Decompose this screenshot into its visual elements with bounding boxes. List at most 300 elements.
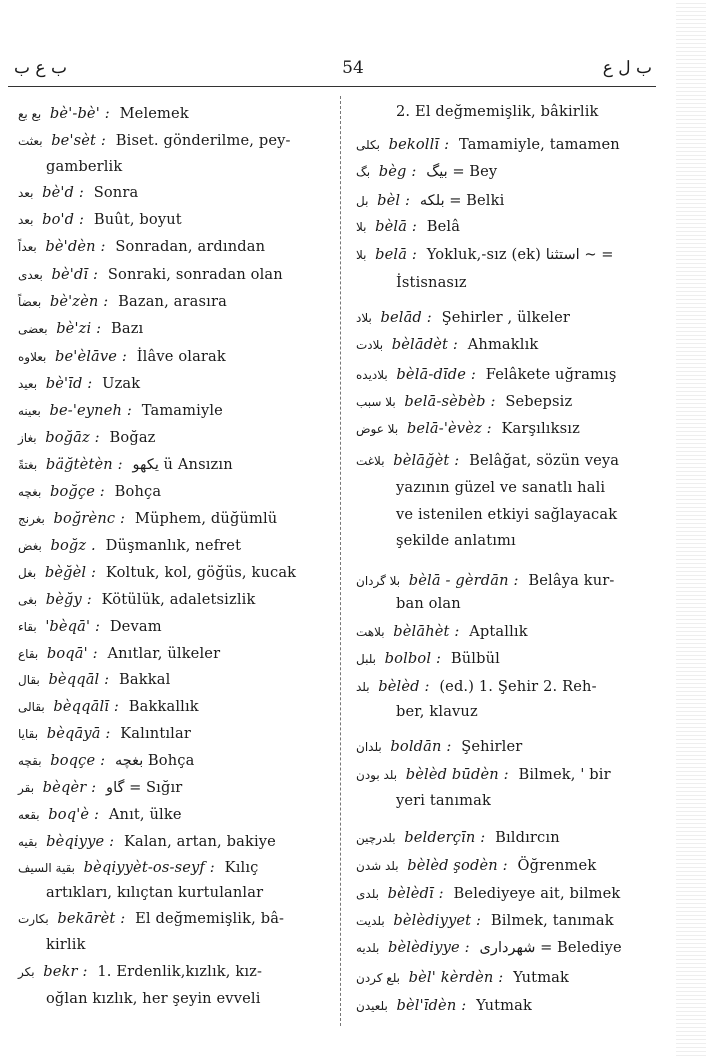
entry-separator: : bbox=[103, 293, 109, 310]
entry-arabic-script: بل bbox=[356, 194, 369, 208]
entry-definition: Bilmek, ' bir bbox=[518, 766, 611, 783]
entry-arabic-script: بلبل bbox=[356, 652, 377, 666]
dictionary-entry bbox=[356, 136, 620, 153]
entry-headword: bè'zi bbox=[56, 320, 92, 337]
dictionary-entry bbox=[18, 645, 220, 662]
entry-definition: Bazı bbox=[110, 320, 144, 337]
dictionary-entry bbox=[18, 779, 182, 796]
entry-separator: : bbox=[120, 910, 126, 927]
entry-definition: (ed.) 1. Şehir 2. Reh- bbox=[439, 678, 597, 695]
entry-separator: : bbox=[435, 650, 442, 667]
entry-headword: boqçe bbox=[50, 752, 96, 769]
entry-separator: : bbox=[461, 997, 467, 1014]
entry-arabic-script: بعینه bbox=[18, 404, 41, 418]
entry-arabic-script: بغچه bbox=[18, 485, 42, 499]
entry-arabic-script: بلا bbox=[356, 220, 367, 234]
entry-definition: Bakkal bbox=[119, 671, 171, 688]
entry-headword: belderçīn bbox=[404, 829, 476, 846]
entry-headword: boqā' bbox=[46, 645, 88, 662]
column-divider bbox=[340, 96, 341, 1026]
entry-separator: : bbox=[99, 483, 105, 500]
entry-definition: Sonraki, sonradan olan bbox=[107, 266, 283, 283]
entry-arabic-script: بلادیده bbox=[356, 368, 388, 382]
entry-definition: yeri tanımak bbox=[396, 792, 491, 809]
entry-continuation bbox=[356, 792, 491, 809]
entry-separator: : bbox=[93, 806, 100, 823]
entry-separator: : bbox=[446, 738, 452, 755]
entry-headword: belā bbox=[375, 246, 408, 263]
entry-separator: : bbox=[104, 105, 110, 122]
entry-arabic-script: بلع کردن bbox=[356, 971, 401, 985]
entry-headword: bèlèd bbox=[378, 678, 420, 695]
entry-headword: be'èlāve bbox=[55, 348, 118, 365]
dictionary-entry bbox=[18, 429, 156, 446]
entry-headword: bekollī bbox=[388, 136, 440, 153]
entry-arabic-script: بلا سبب bbox=[356, 395, 396, 409]
entry-separator: : bbox=[82, 963, 88, 980]
entry-separator: : bbox=[96, 320, 102, 337]
entry-definition: kirlik bbox=[46, 936, 86, 953]
entry-arabic-script: بعد bbox=[18, 186, 34, 200]
entry-separator: : bbox=[411, 218, 417, 235]
entry-definition: gamberlik bbox=[46, 158, 123, 175]
dictionary-entry bbox=[356, 857, 596, 874]
entry-separator: . bbox=[91, 537, 96, 554]
entry-definition: İlâve olarak bbox=[136, 348, 226, 365]
entry-separator: : bbox=[91, 564, 97, 581]
entry-separator: : bbox=[411, 163, 417, 180]
entry-definition: Kalıntılar bbox=[120, 725, 191, 742]
entry-arabic-script: بغل bbox=[18, 566, 37, 580]
entry-definition: Anıtlar, ülkeler bbox=[107, 645, 221, 662]
dictionary-entry bbox=[18, 320, 143, 337]
entry-separator: : bbox=[464, 939, 470, 956]
entry-headword: bèqqālī bbox=[53, 698, 110, 715]
entry-separator: : bbox=[404, 192, 411, 209]
entry-headword: be'sèt bbox=[51, 132, 97, 149]
entry-separator: : bbox=[100, 238, 106, 255]
entry-headword: boğz bbox=[50, 537, 87, 554]
dictionary-entry bbox=[18, 564, 296, 581]
entry-separator: : bbox=[470, 366, 476, 383]
dictionary-entry bbox=[356, 192, 504, 209]
entry-definition: Devam bbox=[109, 618, 162, 635]
dictionary-entry bbox=[356, 766, 611, 783]
entry-arabic-script: بقاع bbox=[18, 647, 39, 661]
page-edge bbox=[676, 0, 706, 1058]
entry-separator: : bbox=[94, 618, 101, 635]
dictionary-entry bbox=[18, 671, 170, 688]
entry-separator: : bbox=[93, 266, 99, 283]
entry-definition: Şehirler bbox=[461, 738, 523, 755]
dictionary-entry bbox=[356, 623, 528, 640]
entry-separator: : bbox=[209, 859, 215, 876]
entry-arabic-script: بلدرچین bbox=[356, 831, 396, 845]
dictionary-entry bbox=[18, 833, 276, 850]
dictionary-entry bbox=[356, 309, 570, 326]
dictionary-entry bbox=[356, 393, 572, 410]
entry-headword: bèlā - gèrdān bbox=[408, 572, 509, 589]
dictionary-entry bbox=[18, 348, 226, 365]
entry-arabic-script: بلدی bbox=[356, 887, 380, 901]
entry-headword: bèğy bbox=[45, 591, 82, 608]
entry-headword: bèlāğèt bbox=[393, 452, 450, 469]
entry-arabic-script: بغتةً bbox=[18, 458, 38, 472]
entry-arabic-script: بلدیه bbox=[356, 941, 380, 955]
entry-continuation bbox=[18, 990, 261, 1007]
entry-separator: : bbox=[498, 969, 504, 986]
dictionary-entry bbox=[356, 420, 580, 437]
entry-separator: : bbox=[486, 420, 492, 437]
entry-arabic-script: بعثت bbox=[18, 134, 43, 148]
entry-headword: boq'è bbox=[48, 806, 90, 823]
entry-headword: bèqiyyèt-os-seyf bbox=[83, 859, 205, 876]
entry-headword: bèlā bbox=[375, 218, 408, 235]
entry-arabic-script: بلدان bbox=[356, 740, 382, 754]
entry-separator: : bbox=[490, 393, 496, 410]
entry-arabic-script: بع بع bbox=[18, 107, 42, 121]
entry-arabic-script: بکارت bbox=[18, 912, 49, 926]
entry-definition: Bakkallık bbox=[128, 698, 199, 715]
entry-arabic-script: بعلاوه bbox=[18, 350, 47, 364]
entry-headword: bè'dèn bbox=[45, 238, 96, 255]
entry-arabic-script: بغی bbox=[18, 593, 38, 607]
entry-separator: : bbox=[126, 402, 132, 419]
entry-definition: Bohça bbox=[114, 483, 162, 500]
entry-definition: Felâkete uğramış bbox=[485, 366, 617, 383]
dictionary-entry bbox=[18, 752, 194, 769]
entry-separator: : bbox=[424, 678, 430, 695]
dictionary-entry bbox=[18, 483, 161, 500]
entry-headword: bèğèl bbox=[44, 564, 87, 581]
entry-separator: : bbox=[92, 645, 98, 662]
entry-continuation bbox=[18, 884, 263, 901]
entry-definition: Buût, boyut bbox=[93, 211, 182, 228]
entry-headword: bolbol bbox=[384, 650, 432, 667]
entry-headword: belā-'èvèz bbox=[406, 420, 482, 437]
entry-definition: Bilmek, tanımak bbox=[490, 912, 614, 929]
dictionary-entry bbox=[356, 912, 614, 929]
entry-headword: bèqqāl bbox=[48, 671, 100, 688]
entry-definition: Müphem, düğümlü bbox=[134, 510, 278, 527]
entry-arabic-script: بلا bbox=[356, 248, 367, 262]
dictionary-entry bbox=[18, 618, 162, 635]
dictionary-entry bbox=[356, 678, 597, 695]
entry-arabic-script: بلدیت bbox=[356, 914, 385, 928]
entry-definition: Biset. gönderilme, pey- bbox=[115, 132, 291, 149]
entry-separator: : bbox=[475, 912, 482, 929]
entry-arabic-script: بقالی bbox=[18, 700, 45, 714]
entry-separator: : bbox=[454, 452, 460, 469]
entry-continuation bbox=[18, 158, 122, 175]
entry-arabic-script: بغض bbox=[18, 539, 42, 553]
entry-continuation bbox=[356, 274, 467, 291]
entry-separator: : bbox=[502, 857, 508, 874]
entry-arabic-script: بقعه bbox=[18, 808, 40, 822]
entry-definition: بیگ = Bey bbox=[426, 163, 498, 180]
entry-definition: Yutmak bbox=[513, 969, 570, 986]
dictionary-entry bbox=[356, 572, 614, 589]
header-right-letters: ب ل ع bbox=[602, 58, 652, 78]
entry-separator: : bbox=[104, 671, 110, 688]
entry-definition: Anıt, ülke bbox=[108, 806, 182, 823]
dictionary-entry bbox=[18, 184, 138, 201]
entry-separator: : bbox=[452, 336, 458, 353]
entry-definition: 1. Erdenlik,kızlık, kız- bbox=[97, 963, 263, 980]
dictionary-entry bbox=[18, 806, 182, 823]
dictionary-entry bbox=[18, 132, 291, 149]
entry-definition: ber, klavuz bbox=[396, 703, 478, 720]
entry-headword: bè'īd bbox=[45, 375, 83, 392]
entry-arabic-script: بگ bbox=[356, 165, 371, 179]
entry-continuation bbox=[356, 103, 599, 120]
entry-continuation bbox=[356, 506, 617, 523]
entry-separator: : bbox=[100, 132, 106, 149]
entry-definition: Sebepsiz bbox=[505, 393, 573, 410]
entry-headword: be-'eyneh bbox=[49, 402, 123, 419]
entry-definition: şekilde anlatımı bbox=[396, 532, 516, 549]
entry-headword: bekārèt bbox=[57, 910, 116, 927]
entry-headword: boğāz bbox=[45, 429, 90, 446]
dictionary-entry bbox=[18, 375, 140, 392]
entry-arabic-script: بعضاً bbox=[18, 295, 42, 309]
entry-definition: Aptallık bbox=[469, 623, 528, 640]
entry-headword: bèlèd būdèn bbox=[405, 766, 499, 783]
entry-headword: bèl bbox=[377, 192, 401, 209]
entry-arabic-script: بلا عوض bbox=[356, 422, 399, 436]
entry-headword: bèl' kèrdèn bbox=[408, 969, 494, 986]
entry-definition: Uzak bbox=[102, 375, 141, 392]
entry-headword: bèlèdiyyet bbox=[393, 912, 472, 929]
dictionary-entry bbox=[18, 293, 227, 310]
entry-arabic-script: بقایا bbox=[18, 727, 39, 741]
entry-separator: : bbox=[78, 211, 85, 228]
entry-arabic-script: بلد bbox=[356, 680, 370, 694]
entry-headword: bèlāhèt bbox=[393, 623, 450, 640]
entry-separator: : bbox=[87, 375, 93, 392]
dictionary-entry bbox=[18, 910, 284, 927]
entry-definition: یکهو ü Ansızın bbox=[132, 456, 233, 473]
entry-continuation bbox=[356, 703, 478, 720]
entry-arabic-script: بقچه bbox=[18, 754, 42, 768]
dictionary-entry bbox=[18, 402, 223, 419]
dictionary-entry bbox=[356, 650, 500, 667]
entry-definition: Ahmaklık bbox=[467, 336, 539, 353]
entry-definition: yazının güzel ve sanatlı hali bbox=[396, 479, 606, 496]
dictionary-entry bbox=[18, 591, 255, 608]
entry-definition: Melemek bbox=[119, 105, 189, 122]
dictionary-entry bbox=[356, 829, 560, 846]
entry-headword: boğçe bbox=[49, 483, 95, 500]
dictionary-entry bbox=[356, 218, 460, 235]
entry-separator: : bbox=[100, 752, 106, 769]
entry-continuation bbox=[18, 936, 86, 953]
entry-separator: : bbox=[117, 456, 123, 473]
dictionary-entry bbox=[18, 859, 258, 876]
dictionary-entry bbox=[356, 246, 613, 263]
entry-separator: : bbox=[94, 429, 100, 446]
entry-arabic-script: بقال bbox=[18, 673, 40, 687]
entry-definition: شهرداری = Belediye bbox=[479, 939, 622, 956]
entry-definition: Belâya kur- bbox=[528, 572, 615, 589]
entry-arabic-script: بقر bbox=[18, 781, 35, 795]
entry-definition: Bülbül bbox=[450, 650, 500, 667]
entry-headword: bèqèr bbox=[42, 779, 87, 796]
entry-headword: bèl'īdèn bbox=[396, 997, 457, 1014]
entry-definition: Şehirler , ülkeler bbox=[441, 309, 571, 326]
entry-arabic-script: بغرنج bbox=[18, 512, 45, 526]
entry-headword: bèlèdī bbox=[387, 885, 434, 902]
entry-arabic-script: بلاد bbox=[356, 311, 372, 325]
entry-headword: boldān bbox=[390, 738, 442, 755]
dictionary-entry bbox=[356, 163, 497, 180]
entry-definition: Belediyeye ait, bilmek bbox=[453, 885, 621, 902]
entry-definition: گاو = Sığır bbox=[106, 779, 183, 796]
dictionary-entry bbox=[18, 211, 182, 228]
entry-definition: Sonradan, ardından bbox=[115, 238, 266, 255]
entry-headword: bèqiyye bbox=[46, 833, 105, 850]
entry-definition: artıkları, kılıçtan kurtulanlar bbox=[46, 884, 264, 901]
header-rule bbox=[8, 86, 656, 87]
entry-separator: : bbox=[109, 833, 115, 850]
entry-definition: بلکه = Belki bbox=[419, 192, 505, 209]
entry-headword: bè'd bbox=[42, 184, 75, 201]
entry-arabic-script: بلد شدن bbox=[356, 859, 399, 873]
entry-headword: boğrènc bbox=[53, 510, 116, 527]
entry-separator: : bbox=[91, 779, 97, 796]
dictionary-entry bbox=[356, 366, 616, 383]
entry-arabic-script: بعدی bbox=[18, 268, 43, 282]
entry-arabic-script: بلادت bbox=[356, 338, 384, 352]
entry-separator: : bbox=[438, 885, 444, 902]
entry-arabic-script: بعد bbox=[18, 213, 34, 227]
entry-definition: Tamamiyle bbox=[141, 402, 223, 419]
entry-arabic-script: بقیة السیف bbox=[18, 861, 76, 875]
entry-arabic-script: بکر bbox=[18, 965, 35, 979]
entry-headword: 'bèqā' bbox=[45, 618, 91, 635]
entry-headword: bè'-bè' bbox=[49, 105, 100, 122]
dictionary-entry bbox=[356, 738, 522, 755]
entry-definition: Sonra bbox=[93, 184, 139, 201]
entry-headword: bè'zèn bbox=[49, 293, 99, 310]
entry-definition: Yutmak bbox=[476, 997, 532, 1014]
entry-definition: El değmemişlik, bâ- bbox=[135, 910, 285, 927]
entry-separator: : bbox=[503, 766, 509, 783]
entry-definition: بغچه Bohça bbox=[114, 752, 195, 769]
entry-definition: Tamamiyle, tamamen bbox=[458, 136, 620, 153]
dictionary-entry bbox=[18, 456, 233, 473]
entry-arabic-script: بلعیدن bbox=[356, 999, 388, 1013]
entry-arabic-script: بقیه bbox=[18, 835, 38, 849]
entry-separator: : bbox=[426, 309, 432, 326]
entry-definition: ban olan bbox=[396, 595, 461, 612]
entry-arabic-script: بلاغت bbox=[356, 454, 385, 468]
entry-definition: Bıldırcın bbox=[495, 829, 560, 846]
entry-definition: Belâğat, sözün veya bbox=[469, 452, 620, 469]
entry-definition: Kılıç bbox=[224, 859, 259, 876]
entry-headword: belād bbox=[380, 309, 422, 326]
entry-headword: bèlādèt bbox=[391, 336, 449, 353]
entry-continuation bbox=[356, 532, 516, 549]
entry-arabic-script: بکلی bbox=[356, 138, 380, 152]
entry-definition: İstisnasız bbox=[396, 274, 467, 291]
dictionary-entry bbox=[18, 238, 265, 255]
entry-definition: Kalan, artan, bakiye bbox=[123, 833, 276, 850]
entry-headword: bäğtètèn bbox=[45, 456, 113, 473]
entry-definition: Bazan, arasıra bbox=[118, 293, 227, 310]
entry-headword: bèqāyā bbox=[46, 725, 101, 742]
dictionary-entry bbox=[18, 537, 241, 554]
dictionary-entry bbox=[356, 969, 569, 986]
entry-definition: Boğaz bbox=[109, 429, 156, 446]
dictionary-entry bbox=[356, 452, 619, 469]
dictionary-entry bbox=[18, 510, 277, 527]
entry-arabic-script: بلا گردان bbox=[356, 574, 401, 588]
entry-definition: Koltuk, kol, göğüs, kucak bbox=[105, 564, 297, 581]
entry-definition: Kötülük, adaletsizlik bbox=[101, 591, 256, 608]
dictionary-entry bbox=[18, 698, 199, 715]
entry-continuation bbox=[356, 595, 461, 612]
entry-separator: : bbox=[113, 698, 119, 715]
dictionary-entry bbox=[18, 725, 191, 742]
entry-headword: bèlèdiyye bbox=[388, 939, 460, 956]
entry-headword: bèlèd şodèn bbox=[407, 857, 498, 874]
entry-definition: ve istenilen etkiyi sağlayacak bbox=[396, 506, 618, 523]
entry-arabic-script: بغاز bbox=[18, 431, 37, 445]
entry-separator: : bbox=[120, 510, 126, 527]
entry-arabic-script: بلاهت bbox=[356, 625, 385, 639]
entry-separator: : bbox=[78, 184, 84, 201]
entry-separator: : bbox=[86, 591, 92, 608]
entry-arabic-script: بقاء bbox=[18, 620, 37, 634]
entry-definition: Öğrenmek bbox=[517, 857, 597, 874]
entry-separator: : bbox=[513, 572, 519, 589]
dictionary-entry bbox=[18, 266, 283, 283]
entry-arabic-script: بعضی bbox=[18, 322, 48, 336]
dictionary-entry bbox=[356, 885, 620, 902]
entry-definition: Karşılıksız bbox=[501, 420, 580, 437]
dictionary-entry bbox=[18, 105, 189, 122]
dictionary-entry bbox=[18, 963, 262, 980]
page-number: 54 bbox=[342, 58, 364, 78]
entry-arabic-script: بعید bbox=[18, 377, 38, 391]
header-left-letters: ب ع ب bbox=[14, 58, 67, 78]
entry-definition: 2. El değmemişlik, bâkirlik bbox=[396, 103, 599, 120]
entry-continuation bbox=[356, 479, 605, 496]
entry-separator: : bbox=[105, 725, 111, 742]
entry-definition: Belâ bbox=[426, 218, 461, 235]
entry-headword: bekr bbox=[43, 963, 78, 980]
entry-separator: : bbox=[444, 136, 450, 153]
entry-headword: bo'd bbox=[42, 211, 75, 228]
dictionary-entry bbox=[356, 336, 538, 353]
entry-separator: : bbox=[411, 246, 417, 263]
entry-definition: Düşmanlık, nefret bbox=[105, 537, 242, 554]
entry-arabic-script: بعداً bbox=[18, 240, 37, 254]
entry-separator: : bbox=[121, 348, 127, 365]
entry-separator: : bbox=[480, 829, 486, 846]
dictionary-entry bbox=[356, 997, 532, 1014]
entry-headword: belā-sèbèb bbox=[404, 393, 486, 410]
entry-headword: bèg bbox=[378, 163, 407, 180]
entry-headword: bèlā-dīde bbox=[396, 366, 467, 383]
entry-headword: bè'dī bbox=[51, 266, 89, 283]
entry-definition: oğlan kızlık, her şeyin evveli bbox=[46, 990, 261, 1007]
dictionary-entry bbox=[356, 939, 622, 956]
entry-separator: : bbox=[454, 623, 460, 640]
entry-arabic-script: بلد بودن bbox=[356, 768, 398, 782]
entry-definition: Yokluk,-sız (ek) استثنا ~ = bbox=[426, 246, 614, 263]
